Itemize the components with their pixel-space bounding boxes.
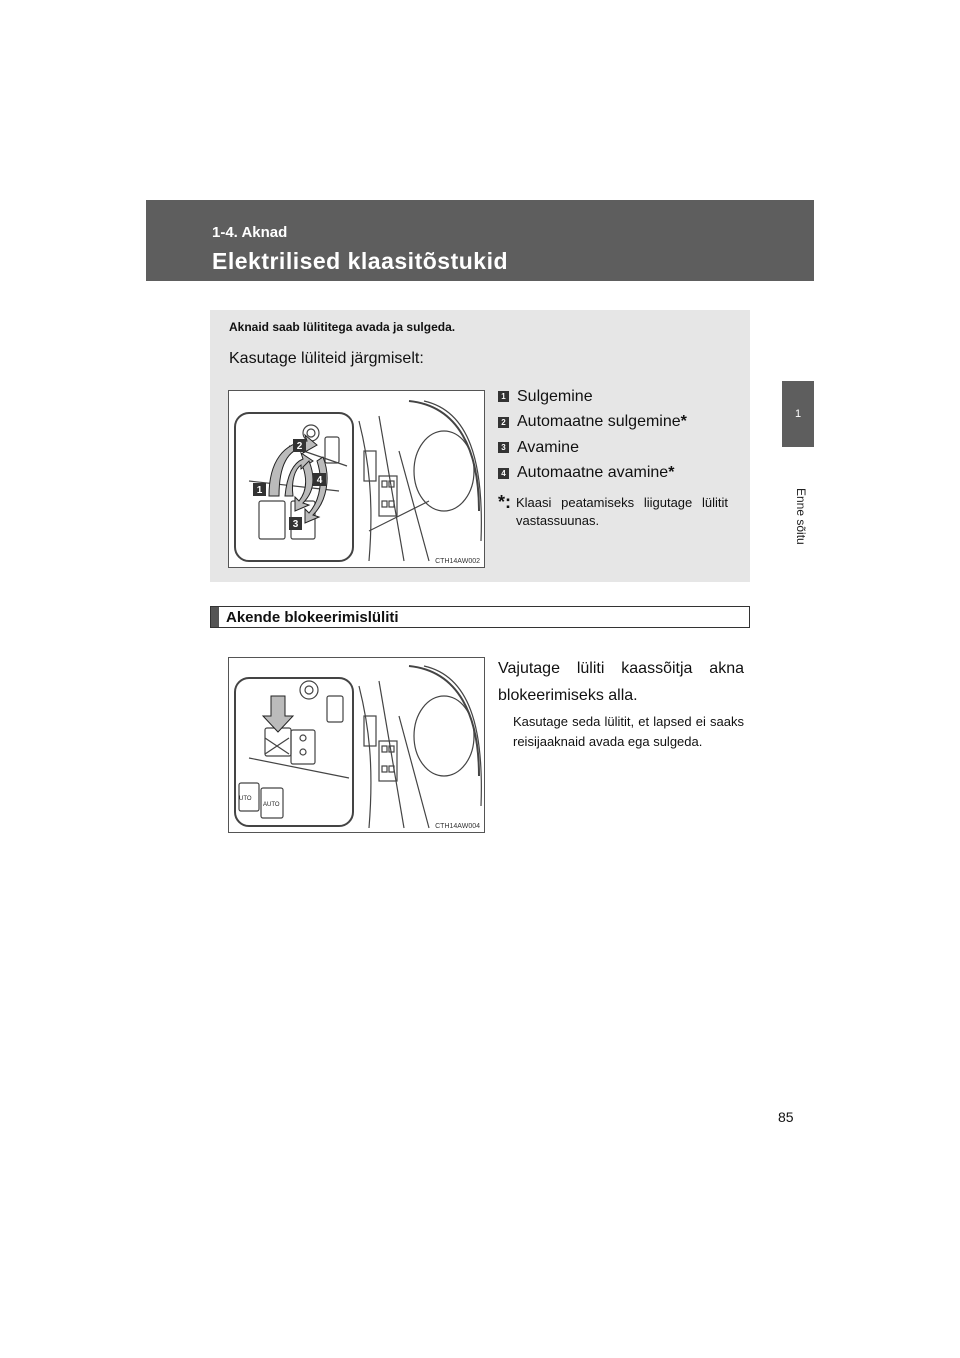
legend-label: Sulgemine <box>517 387 593 405</box>
footnote-mark: *: <box>498 492 511 512</box>
legend-item <box>498 384 734 410</box>
intro-text: Kasutage lüliteid järgmiselt: <box>229 350 424 367</box>
chapter-label: Enne sõitu <box>794 488 808 545</box>
number-badge-icon: 4 <box>498 468 509 479</box>
legend-item <box>498 435 734 461</box>
legend-label: Automaatne sulgemine <box>517 413 681 431</box>
legend-list <box>498 384 734 486</box>
heading-bar <box>211 607 219 627</box>
main-paragraph: Vajutage lüliti kaassõitja akna blokeerimiseks alla. <box>498 660 744 704</box>
legend-label: Avamine <box>517 438 579 456</box>
window-lock-illustration <box>228 657 485 833</box>
number-badge-icon: 3 <box>498 442 509 453</box>
legend-item: 2 Automaatne sulgemine * <box>498 410 734 436</box>
section-number: 1-4. Aknad <box>212 224 288 241</box>
callout-2: 2 <box>296 441 303 452</box>
callout-1: 1 <box>256 485 263 496</box>
footnote-text: Klaasi peatamiseks liigutage lülitit vastassuunas. <box>516 495 728 528</box>
intro-bold-text: Aknaid saab lülititega avada ja sulgeda. <box>229 320 456 334</box>
callout-4: 4 <box>316 475 323 486</box>
number-badge-icon: 2 <box>498 417 509 428</box>
window-switch-illustration <box>228 390 485 568</box>
footnote <box>498 494 728 530</box>
subsection-title: Akende blokeerimislüliti <box>226 608 399 626</box>
switch-label-uto: UTO <box>239 796 252 802</box>
callout-3: 3 <box>292 519 299 530</box>
sub-paragraph: Kasutage seda lülitit, et lapsed ei saaks reisijaaknaid avada ega sulgeda. <box>513 714 744 749</box>
chapter-number: 1 <box>794 408 802 420</box>
number-badge-icon: 1 <box>498 391 509 402</box>
figure-code: CTH14AW002 <box>435 558 480 565</box>
legend-label: Automaatne avamine <box>517 464 669 482</box>
subsection-heading <box>210 606 750 628</box>
legend-item: 4 Automaatne avamine * <box>498 461 734 487</box>
page-title: Elektrilised klaasitõstukid <box>212 248 509 274</box>
switch-label-auto: AUTO <box>263 802 280 808</box>
page-number: 85 <box>778 1109 794 1125</box>
figure-code: CTH14AW004 <box>435 823 480 830</box>
chapter-tab <box>782 381 814 447</box>
